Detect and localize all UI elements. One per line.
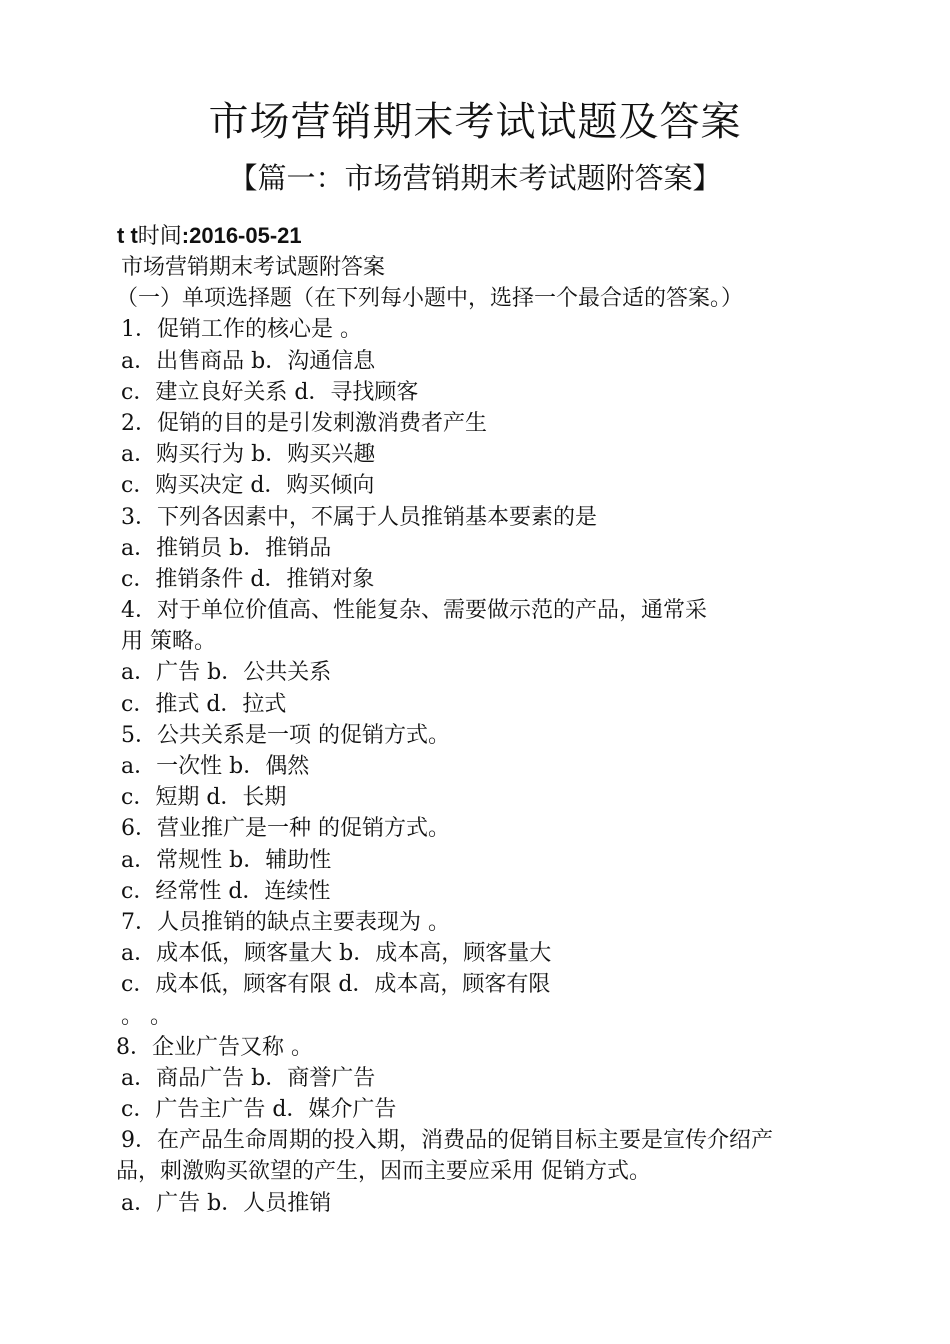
text-line: a．购买行为 b．购买兴趣 — [121, 442, 376, 468]
publish-time — [117, 220, 302, 253]
text-line: a．成本低，顾客量大 b．成本高，顾客量大 — [121, 941, 552, 967]
text-line: 品，刺激购买欲望的产生，因而主要应采用 促销方式。 — [116, 1159, 651, 1185]
text-line: a．常规性 b．辅助性 — [121, 847, 332, 873]
text-line: a．商品广告 b．商誉广告 — [121, 1065, 376, 1091]
text-line: c．经常性 d．连续性 — [121, 878, 331, 904]
text-line: 1．促销工作的核心是 。 — [121, 317, 362, 343]
text-line: 。 。 — [121, 1003, 172, 1029]
text-line: 5．公共关系是一项 的促销方式。 — [121, 722, 450, 748]
text-line: c．短期 d．长期 — [121, 785, 287, 811]
time-prefix: t t — [117, 223, 138, 248]
text-line: 2．促销的目的是引发刺激消费者产生 — [121, 410, 487, 436]
text-line: 3．下列各因素中，不属于人员推销基本要素的是 — [121, 504, 597, 530]
text-line: c．推销条件 d．推销对象 — [121, 566, 375, 592]
text-line: c．购买决定 d．购买倾向 — [121, 473, 375, 499]
text-line: 4．对于单位价值高、性能复杂、需要做示范的产品，通常采 — [121, 598, 707, 624]
text-line: c．建立良好关系 d．寻找顾客 — [121, 379, 419, 405]
text-line: c．广告主广告 d．媒介广告 — [121, 1097, 397, 1123]
text-line: a．广告 b．人员推销 — [121, 1190, 332, 1216]
text-line: 市场营销期末考试题附答案 — [121, 255, 386, 280]
text-line: c．推式 d．拉式 — [121, 691, 287, 717]
text-line: （一）单项选择题（在下列每小题中，选择一个最合适的答案。） — [116, 286, 744, 312]
text-line: a．出售商品 b．沟通信息 — [121, 348, 376, 374]
text-line: a．一次性 b．偶然 — [121, 754, 310, 779]
text-line: a．推销员 b．推销品 — [121, 535, 332, 561]
text-line: a．广告 b．公共关系 — [121, 660, 332, 686]
time-label: 时间 — [137, 224, 182, 249]
text-line: 8．企业广告又称 。 — [116, 1034, 313, 1060]
document-subtitle: 【篇一：市场营销期末考试题附答案】 — [228, 161, 722, 195]
text-line: 7．人员推销的缺点主要表现为 。 — [121, 909, 450, 935]
text-line: 6．营业推广是一种 的促销方式。 — [121, 816, 450, 842]
text-line: c．成本低，顾客有限 d．成本高，顾客有限 — [121, 972, 551, 998]
text-line: 用 策略。 — [121, 629, 216, 655]
time-value: :2016-05-21 — [181, 223, 302, 248]
question-body — [0, 252, 950, 1219]
text-line: 9．在产品生命周期的投入期，消费品的促销目标主要是宣传介绍产 — [121, 1128, 773, 1154]
document-title: 市场营销期末考试试题及答案 — [208, 99, 742, 145]
